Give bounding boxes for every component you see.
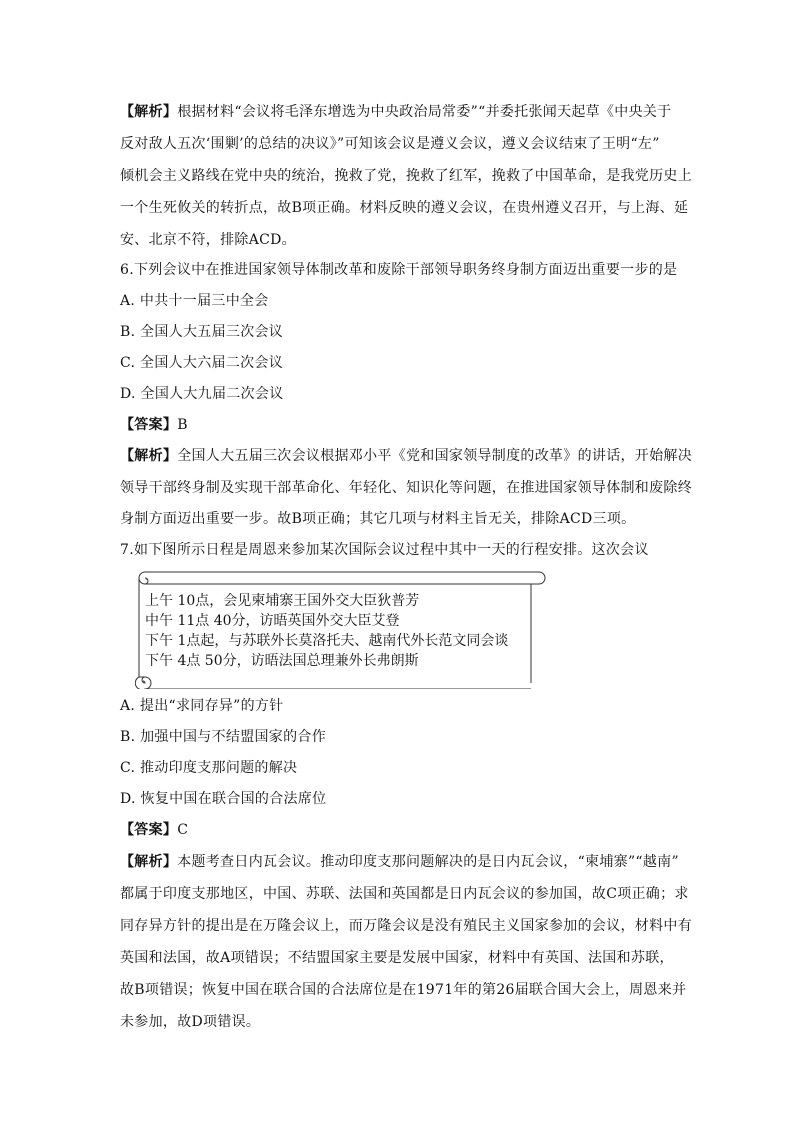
q7-answer (120, 820, 680, 840)
schedule-item-2: 中午 11点 40分，访晤英国外交大臣艾登 (145, 613, 400, 629)
q6-option-b: B. 全国人大五届三次会议 (120, 324, 284, 340)
q5-analysis-line-4: 一个生死攸关的转折点，故B项正确。材料反映的遵义会议，在贵州遵义召开，与上海、延 (120, 200, 689, 216)
q5-analysis-text: 根据材料“会议将毛泽东增选为中央政治局常委”“并委托张闻天起草《中央关于 (177, 104, 672, 120)
q7-analysis-line-3: 同存异方针的提出是在万隆会议上，而万隆会议是没有殖民主义国家参加的会议，材料中有 (120, 918, 692, 934)
q6-answer-label: 【答案】 (120, 417, 178, 433)
q7-option-d: D. 恢复中国在联合国的合法席位 (120, 791, 327, 807)
q7-answer-label: 【答案】 (120, 822, 178, 838)
q7-analysis-line-2: 都属于印度支那地区，中国、苏联、法国和英国都是日内瓦会议的参加国，故C项正确；求 (120, 886, 689, 902)
q7-analysis-text: 本题考查日内瓦会议。推动印度支那问题解决的是日内瓦会议，“柬埔寨”“越南” (177, 854, 679, 870)
q7-answer-value: C (177, 822, 189, 838)
q6-analysis-label: 【解析】 (120, 448, 178, 464)
q5-analysis-line-3: 倾机会主义路线在党中央的统治，挽救了党，挽救了红军，挽救了中国革命，是我党历史上 (120, 168, 692, 184)
q6-analysis-line-2: 领导干部终身制及实现干部革命化、年轻化、知识化等问题，在推进国家领导体制和废除终 (120, 480, 692, 496)
q7-analysis-line-1 (120, 852, 680, 872)
q6-answer-value: B (177, 417, 188, 433)
q6-answer (120, 415, 680, 435)
q5-analysis-line-5: 安、北京不符，排除ACD。 (120, 232, 296, 248)
q6-analysis-line-3: 身制方面迈出重要一步。故B项正确；其它几项与材料主旨无关，排除ACD三项。 (120, 511, 636, 527)
q5-analysis-label: 【解析】 (120, 104, 178, 120)
q6-option-d: D. 全国人大九届二次会议 (120, 386, 284, 402)
q5-analysis-line-1 (120, 102, 680, 122)
q6-analysis-text: 全国人大五届三次会议根据邓小平《党和国家领导制度的改革》的讲话，开始解决 (177, 448, 693, 464)
q7-option-b: B. 加强中国与不结盟国家的合作 (120, 729, 326, 745)
q6-option-c: C. 全国人大六届二次会议 (120, 355, 284, 371)
q7-analysis-label: 【解析】 (120, 854, 178, 870)
q7-option-c: C. 推动印度支那问题的解决 (120, 760, 298, 776)
schedule-item-1: 上午 10点，会见柬埔寨王国外交大臣狄普芳 (145, 593, 420, 609)
q7-analysis-line-6: 未参加，故D项错误。 (120, 1014, 261, 1030)
q5-analysis-line-2: 反对敌人五次‘围剿’的总结的决议》”可知该会议是遵义会议，遵义会议结束了王明“左” (120, 136, 660, 152)
q6-question: 6.下列会议中在推进国家领导体制改革和废除干部领导职务终身制方面迈出重要一步的是 (120, 262, 678, 278)
q7-question: 7.如下图所示日程是周恩来参加某次国际会议过程中其中一天的行程安排。这次会议 (120, 542, 649, 558)
schedule-scroll (135, 571, 547, 689)
q7-analysis-line-5: 故B项错误；恢复中国在联合国的合法席位是在1971年的第26届联合国大会上，周恩来并 (120, 982, 687, 998)
q6-analysis-line-1 (120, 446, 693, 466)
schedule-item-3: 下午 1点起，与苏联外长莫洛托夫、越南代外长范文同会谈 (145, 633, 509, 649)
q7-analysis-line-4: 英国和法国，故A项错误；不结盟国家主要是发展中国家，材料中有英国、法国和苏联， (120, 950, 674, 966)
q7-option-a: A. 提出“求同存异”的方针 (120, 698, 284, 714)
q6-option-a: A. 中共十一届三中全会 (120, 293, 269, 309)
schedule-item-4: 下午 4点 50分，访晤法国总理兼外长弗朗斯 (145, 653, 419, 669)
